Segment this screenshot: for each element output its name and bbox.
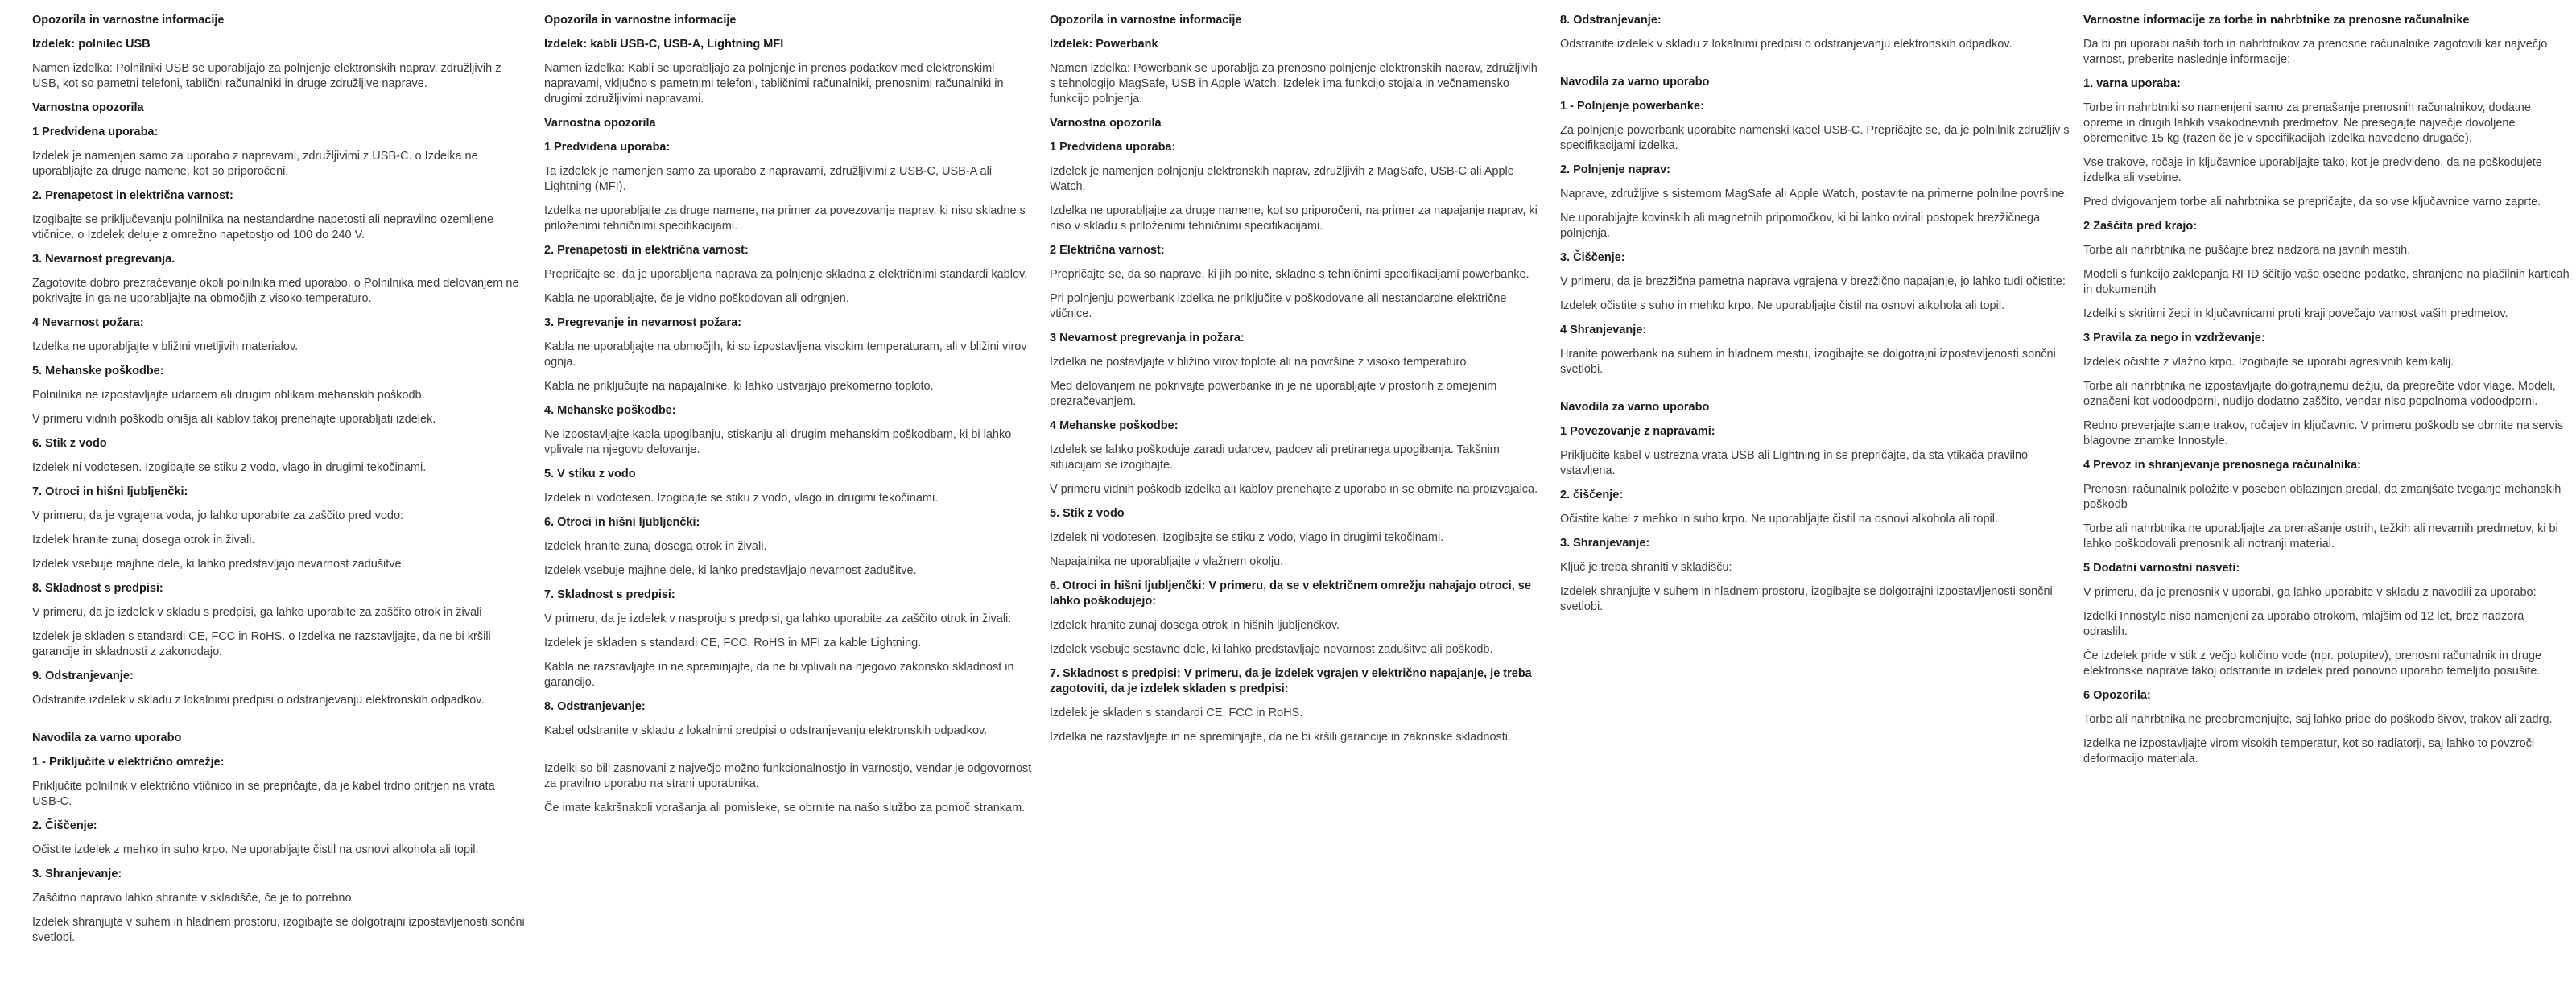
paragraph: Torbe ali nahrbtnika ne uporabljajte za prenašanje ostrih, težkih ali nevarnih predmetov, ki bi lahko poškodovali prenosnik ali notranji material. <box>2083 522 2558 550</box>
section-heading: 4 Nevarnost požara: <box>32 316 144 329</box>
paragraph: Napajalnika ne uporabljajte v vlažnem okolju. <box>1050 555 1284 568</box>
paragraph: Izdelka ne uporabljajte za druge namene, kot so priporočeni, na primer za napajanje naprav, ki niso v skladu s priloženimi tehničnimi specifikacijami. <box>1050 204 1538 233</box>
paragraph: V primeru vidnih poškodb ohišja ali kablov takoj prenehajte uporabljati izdelek. <box>32 413 436 426</box>
paragraph: Izdelek hranite zunaj dosega otrok in živali. <box>544 540 767 553</box>
paragraph: Med delovanjem ne pokrivajte powerbanke in je ne uporabljajte v prostorih z omejenim prezračevanjem. <box>1050 380 1497 408</box>
paragraph: Redno preverjajte stanje trakov, ročajev in ključavnic. V primeru poškodb se obrnite na servis blagovne znamke Innostyle. <box>2083 419 2564 447</box>
paragraph: Izdelek vsebuje majhne dele, ki lahko predstavljajo nevarnost zadušitve. <box>544 564 917 577</box>
section-heading: 7. Skladnost s predpisi: <box>544 588 675 601</box>
paragraph: Izdelki so bili zasnovani z največjo možno funkcionalnostjo in varnostjo, vendar je odgovornost za pravilno uporabo na strani uporabnika. <box>544 762 1032 790</box>
paragraph: Torbe ali nahrbtnika ne izpostavljajte dolgotrajnemu dežju, da preprečite vdor vlage. Modeli, označeni kot vodoodporni, nudijo dodatno zaščito, vendar niso popolnoma vodoodporni. <box>2083 380 2556 408</box>
section-heading: 3 Nevarnost pregrevanja in požara: <box>1050 332 1245 344</box>
column-powerbank-usage <box>1560 13 2077 624</box>
section-heading: Varnostna opozorila <box>1050 117 1162 130</box>
section-heading: Opozorila in varnostne informacije <box>32 14 225 27</box>
paragraph: Izogibajte se priključevanju polnilnika na nestandardne napetosti ali nepravilno ozemljene vtičnice. o Izdelek deluje z omrežno napetostjo od 100 do 240 V. <box>32 213 494 241</box>
paragraph: Vse trakove, ročaje in ključavnice uporabljajte tako, kot je predvideno, da ne poškodujete izdelka ali vsebine. <box>2083 156 2542 184</box>
paragraph: Odstranite izdelek v skladu z lokalnimi predpisi o odstranjevanju elektronskih odpadkov. <box>1560 38 2013 51</box>
paragraph: Zagotovite dobro prezračevanje okoli polnilnika med uporabo. o Polnilnika med delovanjem ne pokrivajte in ga ne uporabljajte na območjih z visoko temperaturo. <box>32 277 519 305</box>
paragraph: Torbe in nahrbtniki so namenjeni samo za prenašanje prenosnih računalnikov, dodatne opreme in drugih lahkih vsakodnevnih predmetov. Ne presegajte največje dovoljene obremenitve 15 kg (razen če je v specifikacijah izdelka navedeno drugače). <box>2083 101 2531 145</box>
column-cables <box>544 13 1042 825</box>
section-heading: 1 Predvidena uporaba: <box>1050 141 1176 154</box>
paragraph: Izdelek ni vodotesen. Izogibajte se stiku z vodo, vlago in drugimi tekočinami. <box>544 492 939 505</box>
paragraph: Prepričajte se, da so naprave, ki jih polnite, skladne s tehničnimi specifikacijami powerbanke. <box>1050 268 1530 281</box>
section-heading: 9. Odstranjevanje: <box>32 670 134 682</box>
section-heading: 1 - Priključite v električno omrežje: <box>32 756 225 769</box>
paragraph: Kabla ne uporabljajte na območjih, ki so izpostavljena visokim temperaturam, ali v bližini virov ognja. <box>544 340 1027 369</box>
paragraph: Ključ je treba shraniti v skladišču: <box>1560 561 1732 574</box>
section-heading: 2. Polnjenje naprav: <box>1560 163 1670 176</box>
section-heading: 4. Mehanske poškodbe: <box>544 404 676 417</box>
paragraph: Izdelek ni vodotesen. Izogibajte se stiku z vodo, vlago in drugimi tekočinami. <box>32 461 427 474</box>
paragraph: Priključite polnilnik v električno vtičnico in se prepričajte, da je kabel trdno pritrjen na vrata USB-C. <box>32 780 495 808</box>
section-heading: 8. Skladnost s predpisi: <box>32 582 163 595</box>
paragraph: Ne izpostavljajte kabla upogibanju, stiskanju ali drugim mehanskim poškodbam, ki bi lahko vplivale na njegovo delovanje. <box>544 428 1012 456</box>
paragraph: Kabla ne uporabljajte, če je vidno poškodovan ali odrgnjen. <box>544 292 849 305</box>
section-heading: 2. Prenapetosti in električna varnost: <box>544 244 749 257</box>
section-heading: 2. čiščenje: <box>1560 489 1624 501</box>
paragraph: Ta izdelek je namenjen samo za uporabo z napravami, združljivimi z USB-C, USB-A ali Lightning (MFI). <box>544 165 993 193</box>
paragraph: Izdelek hranite zunaj dosega otrok in hišnih ljubljenčkov. <box>1050 619 1340 632</box>
paragraph: Modeli s funkcijo zaklepanja RFID ščitijo vaše osebne podatke, shranjene na plačilnih karticah in dokumentih <box>2083 268 2570 296</box>
section-heading: 1 Povezovanje z napravami: <box>1560 425 1715 438</box>
paragraph: Kabel odstranite v skladu z lokalnimi predpisi o odstranjevanju elektronskih odpadkov. <box>544 724 988 737</box>
paragraph: Za polnjenje powerbank uporabite namenski kabel USB-C. Prepričajte se, da je polnilnik združljiv s specifikacijami izdelka. <box>1560 124 2070 152</box>
paragraph: Izdelek je namenjen polnjenju elektronskih naprav, združljivih z MagSafe, USB-C ali Apple Watch. <box>1050 165 1514 193</box>
paragraph: Izdelka ne uporabljajte v bližini vnetljivih materialov. <box>32 340 299 353</box>
section-heading: Navodila za varno uporabo <box>1560 76 1710 89</box>
paragraph: Torbe ali nahrbtnika ne puščajte brez nadzora na javnih mestih. <box>2083 244 2411 257</box>
paragraph: Namen izdelka: Powerbank se uporablja za prenosno polnjenje elektronskih naprav, združljivih s tehnologijo MagSafe, USB in Apple Watch. Izdelek ima funkcijo stojala in večnamensko funkcijo polnjenja. <box>1050 62 1538 105</box>
paragraph: Ne uporabljajte kovinskih ali magnetnih pripomočkov, ki bi lahko ovirali postopek brezžičnega polnjenja. <box>1560 212 2041 240</box>
section-heading: Izdelek: kabli USB-C, USB-A, Lightning MFI <box>544 38 784 51</box>
column-laptop-bags <box>2083 13 2570 776</box>
paragraph: Izdelek hranite zunaj dosega otrok in živali. <box>32 534 255 546</box>
paragraph: Izdelek shranjujte v suhem in hladnem prostoru, izogibajte se dolgotrajni izpostavljenosti sončni svetlobi. <box>32 916 525 944</box>
paragraph: V primeru, da je brezžična pametna naprava vgrajena v brezžično napajanje, jo lahko tudi očistite: <box>1560 275 2066 288</box>
section-heading: 4 Mehanske poškodbe: <box>1050 419 1179 432</box>
paragraph: Odstranite izdelek v skladu z lokalnimi predpisi o odstranjevanju elektronskih odpadkov. <box>32 694 485 707</box>
paragraph: Prepričajte se, da je uporabljena naprava za polnjenje skladna z električnimi standardi kablov. <box>544 268 1028 281</box>
section-heading: 8. Odstranjevanje: <box>1560 14 1662 27</box>
paragraph: Izdelka ne razstavljajte in ne spreminjajte, da ne bi kršili garancije in zakonske skladnosti. <box>1050 731 1512 744</box>
paragraph: Izdelek očistite z vlažno krpo. Izogibajte se uporabi agresivnih kemikalij. <box>2083 356 2454 369</box>
paragraph: V primeru, da je prenosnik v uporabi, ga lahko uporabite v skladu z navodili za uporabo: <box>2083 586 2537 599</box>
paragraph: Kabla ne razstavljajte in ne spreminjajte, da ne bi vplivali na njegovo zakonsko skladnost in garancijo. <box>544 661 1014 689</box>
paragraph: Očistite izdelek z mehko in suho krpo. Ne uporabljajte čistil na osnovi alkohola ali topil. <box>32 843 479 856</box>
paragraph: Da bi pri uporabi naših torb in nahrbtnikov za prenosne računalnike zagotovili kar največjo varnost, preberite naslednje informacije: <box>2083 38 2548 66</box>
section-heading: 7. Skladnost s predpisi: V primeru, da je izdelek vgrajen v električno napajanje, je treba zagotoviti, da je izdelek skladen s predpisi: <box>1050 667 1532 695</box>
paragraph: Pri polnjenju powerbank izdelka ne priključite v poškodovane ali nestandardne električne vtičnice. <box>1050 292 1507 320</box>
section-heading: 3. Shranjevanje: <box>1560 537 1650 550</box>
section-heading: 3 Pravila za nego in vzdrževanje: <box>2083 332 2265 344</box>
column-powerbank <box>1050 13 1539 754</box>
paragraph: Očistite kabel z mehko in suho krpo. Ne uporabljajte čistil na osnovi alkohola ali topil. <box>1560 513 1999 526</box>
section-heading: 4 Prevoz in shranjevanje prenosnega računalnika: <box>2083 459 2361 472</box>
section-heading: 5. V stiku z vodo <box>544 468 636 480</box>
paragraph: Izdelek vsebuje majhne dele, ki lahko predstavljajo nevarnost zadušitve. <box>32 558 405 571</box>
paragraph: Izdelek ni vodotesen. Izogibajte se stiku z vodo, vlago in drugimi tekočinami. <box>1050 531 1444 544</box>
paragraph: Pred dvigovanjem torbe ali nahrbtnika se prepričajte, da so vse ključavnice varno zaprte. <box>2083 196 2541 208</box>
section-heading: 1. varna uporaba: <box>2083 77 2181 90</box>
paragraph: Izdelek je skladen s standardi CE, FCC, RoHS in MFI za kable Lightning. <box>544 637 922 649</box>
section-heading: 5. Mehanske poškodbe: <box>32 365 164 377</box>
paragraph: Izdelka ne uporabljajte za druge namene, na primer za povezovanje naprav, ki niso skladne s priloženimi tehničnimi specifikacijami. <box>544 204 1026 233</box>
paragraph: Izdelek vsebuje sestavne dele, ki lahko predstavljajo nevarnost zadušitve ali poškodb. <box>1050 643 1493 656</box>
paragraph: Polnilnika ne izpostavljajte udarcem ali drugim oblikam mehanskih poškodb. <box>32 389 425 402</box>
section-heading: 3. Čiščenje: <box>1560 251 1625 264</box>
paragraph: Naprave, združljive s sistemom MagSafe ali Apple Watch, postavite na primerne polnilne površine. <box>1560 188 2068 200</box>
section-heading: 7. Otroci in hišni ljubljenčki: <box>32 485 188 498</box>
section-heading: Varnostna opozorila <box>32 101 144 114</box>
paragraph: Namen izdelka: Polnilniki USB se uporabljajo za polnjenje elektronskih naprav, združljivih z USB, kot so pametni telefoni, tablični računalniki in druge združljive naprave. <box>32 62 502 90</box>
paragraph: Izdelki s skritimi žepi in ključavnicami proti kraji povečajo varnost vaših predmetov. <box>2083 307 2508 320</box>
paragraph: Priključite kabel v ustrezna vrata USB ali Lightning in se prepričajte, da sta vtikača pravilno vstavljena. <box>1560 449 2029 477</box>
paragraph: Izdelek je skladen s standardi CE, FCC in RoHS. o Izdelka ne razstavljajte, da ne bi kršili garancije in skladnosti z zakonodajo. <box>32 630 491 658</box>
paragraph: Izdelek je skladen s standardi CE, FCC in RoHS. <box>1050 707 1303 719</box>
section-heading: 5 Dodatni varnostni nasveti: <box>2083 562 2240 575</box>
section-heading: 2 Električna varnost: <box>1050 244 1165 257</box>
section-heading: 3. Pregrevanje in nevarnost požara: <box>544 316 741 329</box>
section-heading: 3. Nevarnost pregrevanja. <box>32 253 175 266</box>
paragraph: Izdelek je namenjen samo za uporabo z napravami, združljivimi z USB-C. o Izdelka ne uporabljajte za druge namene, kot so priporočeni. <box>32 150 478 178</box>
section-heading: Opozorila in varnostne informacije <box>1050 14 1242 27</box>
paragraph: Če izdelek pride v stik z večjo količino vode (npr. potopitev), prenosni računalnik in druge elektronske naprave takoj odstranite in izdelek pred ponovno uporabo temeljito posušite. <box>2083 649 2542 678</box>
section-heading: 1 Predvidena uporaba: <box>544 141 671 154</box>
section-heading: 6. Otroci in hišni ljubljenčki: V primeru, da se v električnem omrežju nahajajo otroci, se lahko poškodujejo: <box>1050 579 1531 608</box>
section-heading: 1 - Polnjenje powerbanke: <box>1560 100 1704 113</box>
paragraph: V primeru, da je vgrajena voda, jo lahko uporabite za zaščito pred vodo: <box>32 509 404 522</box>
section-heading: Varnostne informacije za torbe in nahrbtnike za prenosne računalnike <box>2083 14 2470 27</box>
paragraph: Izdelek shranjujte v suhem in hladnem prostoru, izogibajte se dolgotrajni izpostavljenosti sončni svetlobi. <box>1560 585 2053 613</box>
paragraph: Hranite powerbank na suhem in hladnem mestu, izogibajte se dolgotrajni izpostavljenosti sončni svetlobi. <box>1560 348 2056 376</box>
paragraph: Izdelek očistite s suho in mehko krpo. Ne uporabljajte čistil na osnovi alkohola ali topil. <box>1560 299 2005 312</box>
section-heading: 2. Prenapetost in električna varnost: <box>32 189 233 202</box>
paragraph: Namen izdelka: Kabli se uporabljajo za polnjenje in prenos podatkov med elektronskimi napravami, vključno s pametnimi telefoni, tabličnimi računalniki, prenosnimi računalniki in drugimi združljivimi napravami. <box>544 62 1004 105</box>
section-heading: Opozorila in varnostne informacije <box>544 14 737 27</box>
section-heading: 6. Stik z vodo <box>32 437 107 450</box>
paragraph: Torbe ali nahrbtnika ne preobremenjujte, saj lahko pride do poškodb šivov, trakov ali zadrg. <box>2083 713 2553 726</box>
section-heading: Navodila za varno uporabo <box>1560 401 1710 414</box>
paragraph: Izdelki Innostyle niso namenjeni za uporabo otrokom, mlajšim od 12 let, brez nadzora odraslih. <box>2083 610 2524 638</box>
paragraph: Kabla ne priključujte na napajalnike, ki lahko ustvarjajo prekomerno toploto. <box>544 380 934 393</box>
paragraph: Izdelka ne izpostavljajte virom visokih temperatur, kot so radiatorji, saj lahko to povzroči deformacijo materiala. <box>2083 737 2535 765</box>
paragraph: V primeru, da je izdelek v nasprotju s predpisi, ga lahko uporabite za zaščito otrok in živali: <box>544 612 1012 625</box>
column-usb-charger <box>32 13 526 954</box>
section-heading: Izdelek: Powerbank <box>1050 38 1158 51</box>
section-heading: 3. Shranjevanje: <box>32 868 122 880</box>
section-heading: Varnostna opozorila <box>544 117 656 130</box>
section-heading: 6 Opozorila: <box>2083 689 2151 702</box>
paragraph: Izdelka ne postavljajte v bližino virov toplote ali na površine z visoko temperaturo. <box>1050 356 1470 369</box>
section-heading: 1 Predvidena uporaba: <box>32 126 159 138</box>
paragraph: Če imate kakršnakoli vprašanja ali pomisleke, se obrnite na našo službo za pomoč strankam. <box>544 802 1026 814</box>
section-heading: 4 Shranjevanje: <box>1560 324 1647 336</box>
section-heading: Navodila za varno uporabo <box>32 732 182 744</box>
section-heading: 2 Zaščita pred krajo: <box>2083 220 2198 233</box>
section-heading: 2. Čiščenje: <box>32 819 97 832</box>
section-heading: 6. Otroci in hišni ljubljenčki: <box>544 516 700 529</box>
section-heading: 8. Odstranjevanje: <box>544 700 646 713</box>
paragraph: Zaščitno napravo lahko shranite v skladišče, če je to potrebno <box>32 892 352 905</box>
paragraph: V primeru vidnih poškodb izdelka ali kablov prenehajte z uporabo in se obrnite na proizvajalca. <box>1050 483 1538 496</box>
paragraph: Prenosni računalnik položite v poseben oblazinjen predal, da zmanjšate tveganje mehanskih poškodb <box>2083 483 2562 511</box>
paragraph: V primeru, da je izdelek v skladu s predpisi, ga lahko uporabite za zaščito otrok in živali <box>32 606 482 619</box>
section-heading: 5. Stik z vodo <box>1050 507 1125 520</box>
paragraph: Izdelek se lahko poškoduje zaradi udarcev, padcev ali pretiranega upogibanja. Takšnim situacijam se izogibajte. <box>1050 443 1500 472</box>
section-heading: Izdelek: polnilec USB <box>32 38 151 51</box>
